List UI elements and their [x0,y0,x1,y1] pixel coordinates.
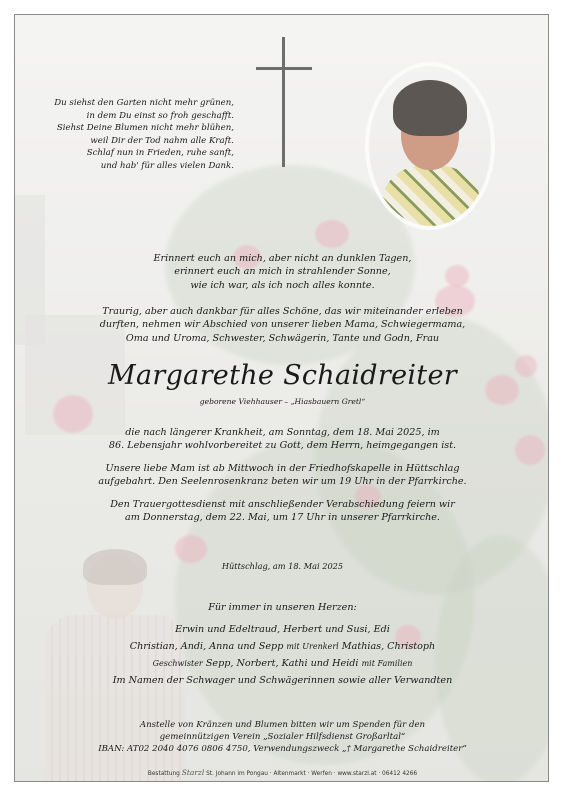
family-line: Im Namen der Schwager und Schwägerinnen sowie aller Verwandten [112,675,453,686]
viewing-info [39,462,526,489]
donation-line: Anstelle von Kränzen und Blumen bitten wir um Spenden für den [139,720,426,730]
donation-line: IBAN: AT02 2040 4076 0806 4750, Verwendungszweck „† Margarethe Schaidreiter“ [98,744,467,754]
service-line: am Donnerstag, dem 22. Mai, um 17 Uhr in unserer Pfarrkirche. [125,512,440,524]
poem-line: Du siehst den Garten nicht mehr grünen, [54,98,234,108]
poem-line: und hab' für alles vielen Dank. [100,160,234,171]
family-line: Christian, Andi, Anna und Sepp mit Urenkerl Mathias, Christoph [129,641,436,652]
family-list [39,621,526,689]
obituary-card [14,14,549,782]
portrait-photo [365,62,495,230]
intro-line: Oma und Uroma, Schwester, Schwägerin, Tante und Godn, Frau [125,332,440,344]
poem [29,97,234,172]
poem-line: weil Dir der Tod nahm alle Kraft. [90,135,234,146]
viewing-line: aufgebahrt. Den Seelenrosenkranz beten wir um 19 Uhr in der Pfarrkirche. [98,476,467,488]
intro-text [39,305,526,345]
service-info [39,498,526,525]
death-line: die nach längerer Krankheit, am Sonntag, dem 18. Mai 2025, im [125,427,440,438]
intro-line: Traurig, aber auch dankbar für alles Schöne, das wir miteinander erleben [102,306,463,317]
poem-line: Siehst Deine Blumen nicht mehr blühen, [56,123,234,133]
quote [39,252,526,292]
hearts-heading: Für immer in unseren Herzen: [208,602,357,613]
quote-line: Erinnert euch an mich, aber nicht an dunklen Tagen, [153,253,412,264]
intro-line: durften, nehmen wir Abschied von unserer lieben Mama, Schwiegermama, [99,319,466,331]
funeral-home-logo: Starzl [181,768,205,777]
place-date: Hüttschlag, am 18. Mai 2025 [221,561,344,571]
cross-icon [256,37,312,167]
maiden-name: geborene Viehhauser – „Hiasbauern Gretl“ [199,397,366,406]
death-notice [39,426,526,453]
quote-line: wie ich war, als ich noch alles konnte. [190,279,375,291]
deceased-name: Margarethe Schaidreiter [108,360,457,391]
funeral-home-footer: Bestattung Starzl St. Johann im Pongau · Altenmarkt · Werfen · www.starzl.at · 06412 4266 [147,768,418,777]
donation-line: gemeinnützigen Verein „Sozialer Hilfsdienst Großarltal“ [159,732,406,742]
poem-line: in dem Du einst so froh geschafft. [86,110,234,121]
family-line: Erwin und Edeltraud, Herbert und Susi, Edi [175,624,390,635]
quote-line: erinnert euch an mich in strahlender Sonne, [174,266,391,278]
death-line: 86. Lebensjahr wohlvorbereitet zu Gott, dem Herrn, heimgegangen ist. [108,440,457,452]
donation-request [39,719,526,755]
viewing-line: Unsere liebe Mam ist ab Mittwoch in der Friedhofskapelle in Hüttschlag [105,463,460,474]
poem-line: Schlaf nun in Frieden, ruhe sanft, [86,148,234,158]
family-line: Geschwister Sepp, Norbert, Kathi und Heidi mit Familien [152,658,413,669]
service-line: Den Trauergottesdienst mit anschließender Verabschiedung feiern wir [110,499,455,510]
